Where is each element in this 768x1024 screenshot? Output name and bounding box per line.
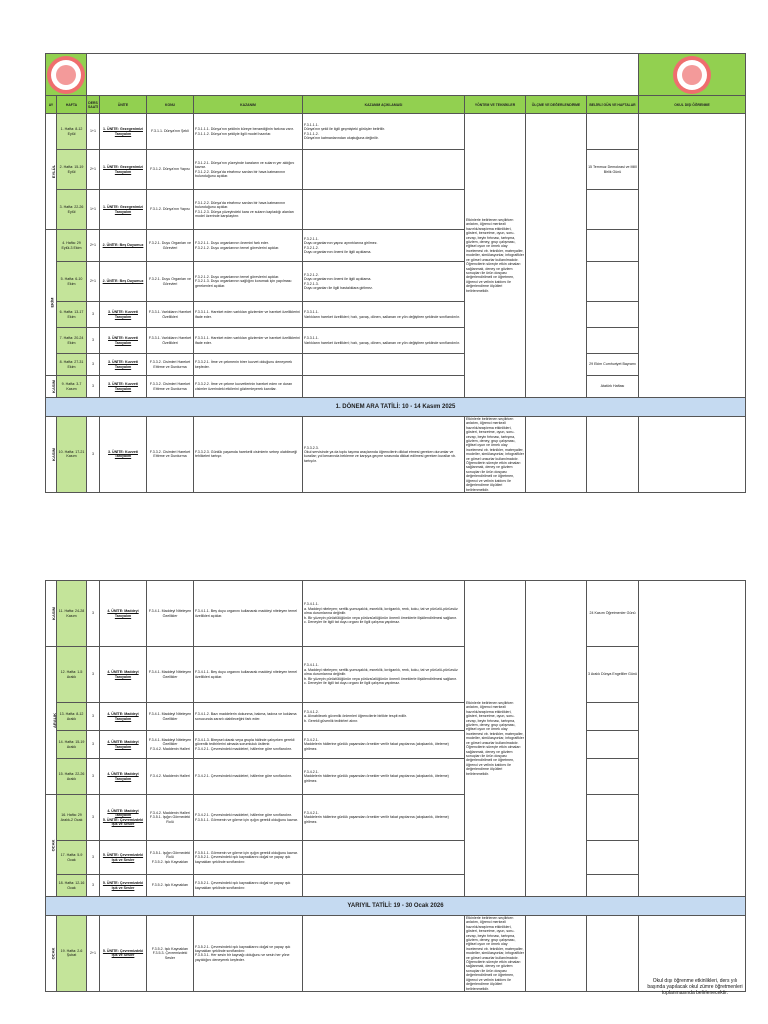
month-label: KASIM: [50, 448, 56, 461]
outcome-cell: F.3.4.1.1. Beş duyu organını kullanarak maddeyi niteleyen temel özellikleri açıklar.: [194, 581, 303, 647]
unit-cell: 5. ÜNİTE: Çevremizdeki Işık ve Sesler: [100, 841, 147, 875]
assessment-cell: [526, 417, 587, 493]
break-row-1: [46, 398, 746, 417]
col-konu: KONU: [147, 96, 194, 114]
week-row: [46, 916, 746, 992]
unit-cell: 2. ÜNİTE: Beş Duyumuz: [100, 262, 147, 302]
plan-page-1: [45, 53, 745, 493]
outside-learning-cell: [639, 114, 746, 398]
unit-cell: 4. ÜNİTE: Maddeyi Tanıyalım 5. ÜNİTE: Çevremizdeki Işık ve Sesler: [100, 795, 147, 841]
col-ay: AY: [46, 96, 57, 114]
special-days-cell: 3 Aralık Dünya Engelliler Günü: [587, 647, 639, 703]
special-days-cell: [587, 262, 639, 302]
outcome-note-cell: F.3.3.2.3. Okul servisinde ya da toplu taşıma araçlarında öğrencilerin dikkat etmesi gereken durumlar ve kurallar; yol kenarında bekleme ve karşıya geçme sırasında dikkat edilmesi gereken kurallar vb. tartışılır.: [303, 417, 465, 493]
week-cell: 14. Hafta: 15-19 Aralık: [57, 731, 87, 759]
col-ders-saati: DERS SAATİ: [87, 96, 100, 114]
hours-cell: 2+1: [87, 916, 100, 992]
special-days-cell: 15 Temmuz Demokrasi ve Millî Birlik Günü: [587, 150, 639, 190]
unit-cell: 3. ÜNİTE: Kuvveti Tanıyalım: [100, 302, 147, 328]
month-aralik: [46, 647, 57, 795]
special-days-cell: [587, 302, 639, 328]
special-days-cell: 24 Kasım Öğretmenler Günü: [587, 581, 639, 647]
week-cell: 11. Hafta: 24-28 Kasım: [57, 581, 87, 647]
plan-body-2: [46, 581, 746, 992]
col-unite: ÜNİTE: [100, 96, 147, 114]
topic-cell: F.3.5.2. Işık Kaynakları F.3.5.3. Çevremizdeki Sesler: [147, 916, 194, 992]
outcome-note-cell: [303, 841, 465, 875]
week-cell: 13. Hafta: 8-12 Aralık: [57, 703, 87, 731]
topic-cell: F.3.3.1. Varlıkların Hareket Özellikleri: [147, 302, 194, 328]
special-days-cell: [587, 916, 639, 992]
unit-cell: 3. ÜNİTE: Kuvveti Tanıyalım: [100, 376, 147, 398]
outcome-cell: F.3.1.2.2. Dünya'da etrafımız sarılan bir hava katmanının bulunduğunu açıklar. F.3.1.2.3. Dünya yüzeyindeki kara ve suların kapladığı alanları model üzerinde karşılaştırır.: [194, 190, 303, 230]
outside-learning-cell: [639, 581, 746, 897]
outcome-cell: F.3.1.1.1. Dünya'nın şeklinin küreye benzediğinin farkına varır. F.3.1.1.2. Dünya'nın şekliyle ilgili model hazırlar.: [194, 114, 303, 150]
outcome-cell: F.3.5.1.1. Görmenin ve görme için ışığın gerekli olduğunu kavrar. F.3.5.2.1. Çevresindeki ışık kaynaklarını doğal ve yapay ışık kaynakları şeklinde sınıflandırır.: [194, 841, 303, 875]
logo-left-cell: [46, 54, 87, 96]
break-row-1-label: 1. DÖNEM ARA TATİLİ: 10 - 14 Kasım 2025: [46, 398, 746, 417]
unit-cell: 4. ÜNİTE: Maddeyi Tanıyalım: [100, 731, 147, 759]
outcome-cell: F.3.2.1.2. Duyu organlarının temel görevlerini açıklar. F.3.2.1.3. Duyu organlarının sağlığını korumak için yapılması gerekenleri açıklar.: [194, 262, 303, 302]
page-title: 2025-2026 EĞİTİM ÖĞRETİM YILI 3.SINIF FEN BİLİMLERİ DERSİ ÇERÇEVE YILLIK PLANI: [87, 54, 639, 96]
hours-cell: 3: [87, 795, 100, 841]
outcome-cell: F.3.3.1.1. Hareket eden varlıkları gözlemler ve hareket özelliklerini ifade eder.: [194, 328, 303, 354]
outcome-cell: F.3.4.2.1. Çevresindeki maddeleri, hâllerine göre sınıflandırır.: [194, 759, 303, 795]
hours-cell: 2+1: [87, 150, 100, 190]
outcome-cell: F.3.4.1.3. Bireysel olarak veya grupla hâlinde çalışırken gerekli güvenlik tedbirlerini almada sorumluluk üstlenir. F.3.4.2.1. Çevresindeki maddeleri, hâllerine göre sınıflandırır.: [194, 731, 303, 759]
special-days-cell: [587, 328, 639, 354]
unit-cell: 4. ÜNİTE: Maddeyi Tanıyalım: [100, 703, 147, 731]
month-label: KASIM: [50, 607, 56, 620]
outside-learning-cell: [639, 417, 746, 493]
month-ocak: [46, 916, 57, 992]
outcome-cell: F.3.3.2.2. İtme ve çekme kuvvetlerinin hareket eden ve duran cisimler üzerindeki etkilerini gözlemleyerek kanıtlar.: [194, 376, 303, 398]
month-kasim: [46, 417, 57, 493]
break-row-2: [46, 897, 746, 916]
topic-cell: F.3.4.1. Maddeyi Niteleyen Özellikler: [147, 703, 194, 731]
week-cell: 10. Hafta: 17-21 Kasım: [57, 417, 87, 493]
outcome-note-cell: F.3.4.1.1. a. Maddeyi niteleyen; sertlik-yumuşaklık, esneklik, kırılganlık, renk, koku, tat ve pürüzlü-pürüzsüz olma durumlarına değinilir. b. Bir yüzeyin pürüzlülüğünün veya pürüzsüzlüğünün önemli örneklerle ilişkilendirilmesi sağlanır. c. Deneyler ile ilgili tat duyu organı ile ilgili çalışma yapılmaz.: [303, 647, 465, 703]
week-cell: 9. Hafta: 3-7 Kasım: [57, 376, 87, 398]
outcome-note-cell: F.3.3.1.1. Varlıkların hareket özellikleri; hızlı, yavaş, dönen, sallanan ve yön değiştiren şeklinde sınıflandırılır.: [303, 328, 465, 354]
unit-cell: 3. ÜNİTE: Kuvveti Tanıyalım: [100, 328, 147, 354]
month-kasim: [46, 581, 57, 647]
special-days-cell: 29 Ekim Cumhuriyet Bayramı: [587, 354, 639, 376]
hours-cell: 3: [87, 841, 100, 875]
special-days-cell: [587, 417, 639, 493]
special-days-cell: [587, 190, 639, 230]
hours-cell: 3: [87, 647, 100, 703]
topic-cell: F.3.4.2. Maddenin Halleri F.3.5.1. Işığın Görmedeki Rolü: [147, 795, 194, 841]
month-label: OCAK: [50, 947, 56, 960]
month-kasim: [46, 376, 57, 398]
unit-cell: 1. ÜNİTE: Gezegenimizi Tanıyalım: [100, 150, 147, 190]
month-label: EKİM: [49, 297, 55, 308]
topic-cell: F.3.4.1. Maddeyi Niteleyen Özellikler F.3.4.2. Maddenin Halleri: [147, 731, 194, 759]
month-label: ARALIK: [52, 712, 58, 729]
methods-cell: Etkinlerle belirlenen seçilirken anlatım, öğrenci merkezli hazırlık/araştırma etkinlikleri, gösteri, benzetme, oyun, soru-cevap, beyin fırtınası, tartışma, gözlem, deney, grup çalışması, eğitsel oyun ve örnek olay incelemesi vb. teknikler, materyaller, modeller, simülasyonlar, infografikler ve görsel unsurlar kullanılmalıdır. Öğrencilerin süreçte etkin olmaları sağlanmalı, deney ve gözlem sonuçları ile ürün dosyası değerlendirilmeli ve öğretmen, öğrenci ve velinin katılımı ile değerlendirme ölçütleri belirlenmelidir.: [465, 581, 526, 897]
outcome-cell: F.3.3.2.1. İtme ve çekmenin birer kuvvet olduğunu deneyerek keşfeder.: [194, 354, 303, 376]
week-cell: 3. Hafta: 22-26 Eylül: [57, 190, 87, 230]
outcome-note-cell: F.3.2.1.1. Duyu organlarının yapısı ayrıntılarına girilmez. F.3.2.1.2. Duyu organlarının önemi ile ilgili açıklama.: [303, 230, 465, 262]
week-row: [46, 581, 746, 647]
hours-cell: 3: [87, 875, 100, 897]
hours-cell: 2+1: [87, 230, 100, 262]
outcome-cell: F.3.5.2.1. Çevresindeki ışık kaynaklarını doğal ve yapay ışık kaynakları şeklinde sınıflandırır. F.3.5.3.1. Her sesin bir kaynağı olduğunu ve sesin her yöne yayıldığını deneyerek keşfeder.: [194, 916, 303, 992]
month-eylul: [46, 114, 57, 230]
topic-cell: F.3.1.2. Dünya'nın Yapısı: [147, 150, 194, 190]
unit-cell: 1. ÜNİTE: Gezegenimizi Tanıyalım: [100, 190, 147, 230]
topic-cell: F.3.3.2. Cisimleri Hareket Ettirme ve Durdurma: [147, 354, 194, 376]
special-days-cell: [587, 875, 639, 897]
week-row: [46, 114, 746, 150]
hours-cell: 3: [87, 417, 100, 493]
assessment-cell: [526, 114, 587, 398]
month-label: EYLÜL: [51, 164, 57, 179]
outcome-cell: F.3.2.1.1. Duyu organlarının önemini fark eder. F.3.2.1.2. Duyu organlarının temel görevlerini açıklar.: [194, 230, 303, 262]
month-label: OCAK: [50, 839, 56, 852]
week-cell: 19. Hafta: 2-6 Şubat: [57, 916, 87, 992]
special-days-cell: [587, 731, 639, 759]
special-days-cell: Atatürk Haftası: [587, 376, 639, 398]
outcome-cell: F.3.4.1.1. Beş duyu organını kullanarak maddeyi niteleyen temel özellikleri açıklar.: [194, 647, 303, 703]
week-cell: 2. Hafta: 15-19 Eylül: [57, 150, 87, 190]
col-hafta: HAFTA: [57, 96, 87, 114]
week-cell: 17. Hafta: 5-9 Ocak: [57, 841, 87, 875]
outcome-note-cell: F.3.4.1.1. a. Maddeyi niteleyen; sertlik-yumuşaklık, esneklik, kırılganlık, renk, koku, tat ve pürüzlü-pürüzsüz olma durumlarına değinilir. b. Bir yüzeyin pürüzlülüğünün veya pürüzsüzlüğünün önemli örneklerle ilişkilendirilmesi sağlanır. c. Deneyler ile ilgili tat duyu organı ile ilgili çalışma yapılmaz.: [303, 581, 465, 647]
outcome-cell: F.3.1.2.1. Dünya'nın yüzeyinde karaların ve suların yer aldığını kavrar. F.3.1.2.2. Dünya'da etrafımız sarılan bir hava katmanının bulunduğunu açıklar.: [194, 150, 303, 190]
outcome-cell: F.3.3.2.3. Günlük yaşamda hareketli cisimlerin sebep olabileceği tehlikeleri tartışır.: [194, 417, 303, 493]
outcome-note-cell: F.3.4.2.1. Maddelerin hâllerine günlük yaşamdan örnekler verilir fakat yapılarına (akışkanlık, öteleme) girilmez.: [303, 759, 465, 795]
outcome-note-cell: F.3.2.1.2. Duyu organlarının önemi ile ilgili açıklama. F.3.2.1.3. Duyu organları ile ilgili hastalıklara girilmez.: [303, 262, 465, 302]
week-cell: 18. Hafta: 12-16 Ocak: [57, 875, 87, 897]
hours-cell: 1+1: [87, 190, 100, 230]
week-cell: 1. Hafta: 8-12 Eylül: [57, 114, 87, 150]
col-kazanim-aciklama: KAZANIM AÇIKLAMASI: [303, 96, 465, 114]
topic-cell: F.3.4.1. Maddeyi Niteleyen Özellikler: [147, 581, 194, 647]
ministry-logo-left: [47, 56, 85, 94]
outcome-cell: F.3.4.1.2. Bazı maddelerin dokunma, bakma, tadına ve koklama sonucunda zararlı olabileceğini fark eder.: [194, 703, 303, 731]
unit-cell: 5. ÜNİTE: Çevremizdeki Işık ve Sesler: [100, 875, 147, 897]
topic-cell: F.3.2.1. Duyu Organları ve Görevleri: [147, 230, 194, 262]
month-ocak: [46, 795, 57, 897]
break-row-2-label: YARIYIL TATİLİ: 19 - 30 Ocak 2026: [46, 897, 746, 916]
topic-cell: F.3.4.2. Maddenin Halleri: [147, 759, 194, 795]
special-days-cell: [587, 230, 639, 262]
hours-cell: 3: [87, 581, 100, 647]
month-label: KASIM: [50, 380, 56, 393]
week-cell: 8. Hafta: 27-31 Ekim: [57, 354, 87, 376]
col-okul-disi: OKUL DIŞI ÖĞRENME: [639, 96, 746, 114]
outcome-note-cell: F.3.3.1.1. Varlıkların hareket özellikleri; hızlı, yavaş, dönen, sallanan ve yön değiştiren şeklinde sınıflandırılır.: [303, 302, 465, 328]
topic-cell: F.3.1.1. Dünya'nın Şekli: [147, 114, 194, 150]
outcome-note-cell: [303, 190, 465, 230]
col-yontem: YÖNTEM VE TEKNİKLER: [465, 96, 526, 114]
month-ekim: [46, 230, 57, 376]
week-cell: 4. Hafta: 29 Eylül-3 Ekim: [57, 230, 87, 262]
outcome-note-cell: [303, 916, 465, 992]
week-cell: 15. Hafta: 22-26 Aralık: [57, 759, 87, 795]
plan-body-1: [46, 114, 746, 493]
col-olcme: ÖLÇME VE DEĞERLENDİRME: [526, 96, 587, 114]
topic-cell: F.3.1.2. Dünya'nın Yapısı: [147, 190, 194, 230]
unit-cell: 4. ÜNİTE: Maddeyi Tanıyalım: [100, 581, 147, 647]
unit-cell: 2. ÜNİTE: Beş Duyumuz: [100, 230, 147, 262]
topic-cell: F.3.3.2. Cisimleri Hareket Ettirme ve Durdurma: [147, 417, 194, 493]
outcome-note-cell: [303, 376, 465, 398]
unit-cell: 3. ÜNİTE: Kuvveti Tanıyalım: [100, 417, 147, 493]
topic-cell: F.3.3.1. Varlıkların Hareket Özellikleri: [147, 328, 194, 354]
hours-cell: 3: [87, 376, 100, 398]
okul-disi-note: Okul dışı öğrenme etkinlikleri, ders yılı başında yapılacak okul zümre öğretmenleri toplanmasında belirlenecektir.: [647, 978, 743, 996]
topic-cell: F.3.5.2. Işık Kaynakları: [147, 875, 194, 897]
logo-right-cell: [639, 54, 746, 96]
special-days-cell: [587, 759, 639, 795]
hours-cell: 2+1: [87, 262, 100, 302]
assessment-cell: [526, 916, 587, 992]
special-days-cell: [587, 114, 639, 150]
topic-cell: F.3.5.1. Işığın Görmedeki Rolü F.3.5.2. Işık Kaynakları: [147, 841, 194, 875]
hours-cell: 3: [87, 354, 100, 376]
ministry-logo-right: [673, 56, 711, 94]
plan-table-1: [45, 53, 746, 493]
outcome-note-cell: [303, 150, 465, 190]
topic-cell: F.3.2.1. Duyu Organları ve Görevleri: [147, 262, 194, 302]
hours-cell: 3: [87, 328, 100, 354]
unit-cell: 1. ÜNİTE: Gezegenimizi Tanıyalım: [100, 114, 147, 150]
unit-cell: 4. ÜNİTE: Maddeyi Tanıyalım: [100, 647, 147, 703]
special-days-cell: [587, 795, 639, 841]
special-days-cell: [587, 703, 639, 731]
unit-cell: 4. ÜNİTE: Maddeyi Tanıyalım: [100, 759, 147, 795]
outcome-note-cell: [303, 354, 465, 376]
week-cell: 7. Hafta: 20-24 Ekim: [57, 328, 87, 354]
week-cell: 16. Hafta: 29 Aralık-2 Ocak: [57, 795, 87, 841]
hours-cell: 1+1: [87, 114, 100, 150]
week-cell: 12. Hafta: 1-5 Aralık: [57, 647, 87, 703]
methods-cell: Etkinlerle belirlenen seçilirken anlatım, öğrenci merkezli hazırlık/araştırma etkinlikleri, gösteri, benzetme, oyun, soru-cevap, beyin fırtınası, tartışma, gözlem, deney, grup çalışması, eğitsel oyun ve örnek olay incelemesi vb. teknikler, materyaller, modeller, simülasyonlar, infografikler ve görsel unsurlar kullanılmalıdır. Öğrencilerin süreçte etkin olmaları sağlanmalı, deney ve gözlem sonuçları ile ürün dosyası değerlendirilmeli ve öğretmen, öğrenci ve velinin katılımı ile değerlendirme ölçütleri belirlenmelidir.: [466, 417, 524, 492]
unit-cell: 3. ÜNİTE: Kuvveti Tanıyalım: [100, 354, 147, 376]
plan-table-2: [45, 580, 746, 992]
topic-cell: F.3.3.2. Cisimleri Hareket Ettirme ve Durdurma: [147, 376, 194, 398]
week-row: [46, 417, 746, 493]
topic-cell: F.3.4.1. Maddeyi Niteleyen Özellikler: [147, 647, 194, 703]
week-cell: 6. Hafta: 13-17 Ekim: [57, 302, 87, 328]
col-belirli-gunler: BELİRLİ GÜN VE HAFTALAR: [587, 96, 639, 114]
week-cell: 5. Hafta: 6-10 Ekim: [57, 262, 87, 302]
special-days-cell: [587, 841, 639, 875]
hours-cell: 3: [87, 302, 100, 328]
outcome-cell: F.3.4.2.1. Çevresindeki maddeleri, hâllerine göre sınıflandırır. F.3.5.1.1. Görmenin ve görme için ışığın gerekli olduğunu kavrar.: [194, 795, 303, 841]
assessment-cell: [526, 581, 587, 897]
outcome-note-cell: [303, 875, 465, 897]
outcome-cell: F.3.3.1.1. Hareket eden varlıkları gözlemler ve hareket özelliklerini ifade eder.: [194, 302, 303, 328]
hours-cell: 3: [87, 759, 100, 795]
outcome-cell: F.3.5.2.1. Çevresindeki ışık kaynaklarını doğal ve yapay ışık kaynakları şeklinde sınıflandırır.: [194, 875, 303, 897]
hours-cell: 3: [87, 703, 100, 731]
methods-cell: Etkinlerle belirlenen seçilirken anlatım, öğrenci merkezli hazırlık/araştırma etkinlikleri, gösteri, benzetme, oyun, soru-cevap, beyin fırtınası, tartışma, gözlem, deney, grup çalışması, eğitsel oyun ve örnek olay incelemesi vb. teknikler, materyaller, modeller, simülasyonlar, infografikler ve görsel unsurlar kullanılmalıdır. Öğrencilerin süreçte etkin olmaları sağlanmalı, deney ve gözlem sonuçları ile ürün dosyası değerlendirilmeli ve öğretmen, öğrenci ve velinin katılımı ile değerlendirme ölçütleri belirlenmelidir.: [466, 916, 524, 991]
hours-cell: 3: [87, 731, 100, 759]
methods-cell: Etkinlerle belirlenen seçilirken anlatım, öğrenci merkezli hazırlık/araştırma etkinlikleri, gösteri, benzetme, oyun, soru-cevap, beyin fırtınası, tartışma, gözlem, deney, grup çalışması, eğitsel oyun ve örnek olay incelemesi vb. teknikler, materyaller, modeller, simülasyonlar, infografikler ve görsel unsurlar kullanılmalıdır. Öğrencilerin süreçte etkin olmaları sağlanmalı, deney ve gözlem sonuçları ile ürün dosyası değerlendirilmeli ve öğretmen, öğrenci ve velinin katılımı ile değerlendirme ölçütleri belirlenmelidir.: [465, 114, 526, 398]
outcome-note-cell: F.3.4.2.1. Maddelerin hâllerine günlük yaşamdan örnekler verilir fakat yapılarına (akışkanlık, öteleme) girilmez.: [303, 795, 465, 841]
unit-cell: 5. ÜNİTE: Çevremizdeki Işık ve Sesler: [100, 916, 147, 992]
outcome-note-cell: F.3.4.2.1. Maddelerin hâllerine günlük yaşamdan örnekler verilir fakat yapılarına (akışkanlık, öteleme) girilmez.: [303, 731, 465, 759]
plan-page-2: [45, 580, 745, 992]
outcome-note-cell: F.3.1.1.1. Dünya'nın şekli ile ilgili geçmişteki görüşler belirtilir. F.3.1.1.2. Dünya'nın katmanlarından oluştuğuna değinilir.: [303, 114, 465, 150]
outcome-note-cell: F.3.4.1.2. a. Alınabilecek güvenlik önlemleri öğrencilerle birlikte tespit edilir. b. Gerekli güvenlik tedbirleri alınır.: [303, 703, 465, 731]
col-kazanim: KAZANIM: [194, 96, 303, 114]
